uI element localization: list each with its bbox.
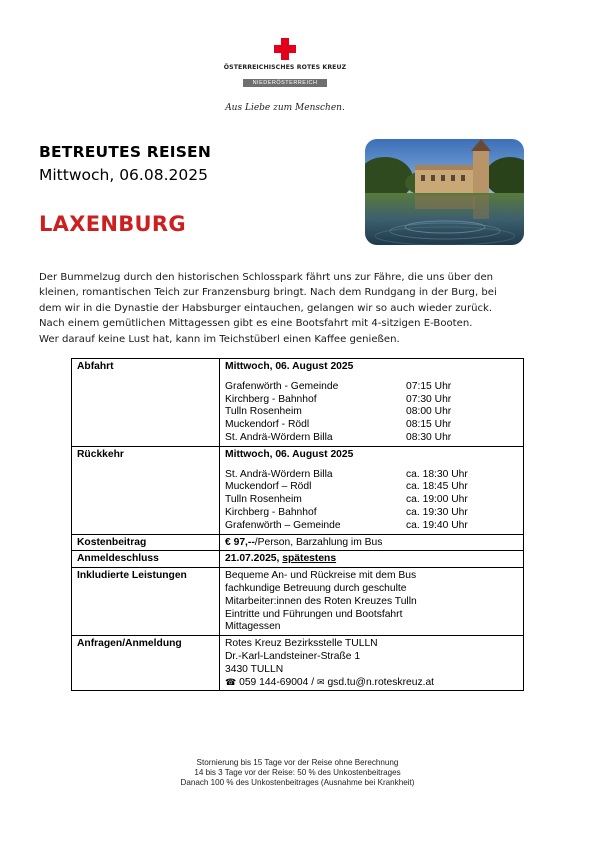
table-row-included: [72, 568, 524, 636]
intro-line: kleinen, romantischen Teich zur Franzensburg bringt. Nach dem Rundgang in der Burg, bei: [39, 287, 497, 299]
included-item: Mittagessen: [225, 621, 281, 633]
return-heading: Mittwoch, 06. August 2025: [225, 448, 354, 460]
included-cell: [220, 568, 524, 636]
contact-cell: [220, 636, 524, 691]
intro-line: dem wir in die Dynastie der Habsburger eintauchen, gelangen wir so auch wieder zurück.: [39, 302, 493, 314]
departure-label: Abfahrt: [72, 359, 220, 447]
cost-details: /Person, Barzahlung im Bus: [254, 536, 383, 548]
stop-row: [225, 481, 518, 494]
stop-time: ca. 18:45 Uhr: [406, 481, 468, 493]
logo: [200, 38, 370, 113]
destination-title: LAXENBURG: [39, 212, 186, 236]
stop-place: Grafenwörth – Gemeinde: [225, 519, 341, 531]
stop-row: [225, 406, 518, 419]
contact-street: Dr.-Karl-Landsteiner-Straße 1: [225, 650, 361, 662]
deadline-emphasis: spätestens: [282, 553, 337, 565]
table-row-contact: [72, 636, 524, 691]
region-badge: NIEDERÖSTERREICH: [243, 79, 328, 87]
departure-cell: [220, 359, 524, 447]
red-cross-icon: [274, 38, 296, 60]
stop-time: 08:00 Uhr: [406, 406, 452, 418]
contact-label: Anfragen/Anmeldung: [72, 636, 220, 691]
contact-org: Rotes Kreuz Bezirksstelle TULLN: [225, 638, 378, 650]
stop-time: 08:30 Uhr: [406, 431, 452, 443]
intro-paragraph: [39, 270, 559, 347]
footer-line: 14 bis 3 Tage vor der Reise: 50 % des Unkostenbeitrages: [194, 768, 401, 778]
stop-row: [225, 381, 518, 394]
slogan: Aus Liebe zum Menschen.: [225, 103, 345, 113]
deadline-label: Anmeldeschluss: [72, 551, 220, 568]
trip-date: Mittwoch, 06.08.2025: [39, 166, 208, 184]
table-row-deadline: [72, 551, 524, 568]
contact-line: [225, 677, 518, 690]
stop-place: Tulln Rosenheim: [225, 406, 302, 418]
stop-row: [225, 520, 518, 533]
intro-line: Nach einem gemütlichen Mittagessen gibt es eine Bootsfahrt mit 4-sitzigen E-Booten.: [39, 318, 473, 330]
contact-city: 3430 TULLN: [225, 663, 284, 675]
footer-line: Stornierung bis 15 Tage vor der Reise ohne Berechnung: [196, 758, 399, 767]
included-item: Bequeme An- und Rückreise mit dem Bus: [225, 570, 417, 582]
table-row-return: [72, 446, 524, 534]
intro-line: Der Bummelzug durch den historischen Schlosspark fährt uns zur Fähre, die uns über den: [39, 272, 494, 283]
stop-place: Kirchberg - Bahnhof: [225, 393, 317, 405]
franzensburg-photo: [365, 139, 524, 245]
deadline-date: 21.07.2025,: [225, 553, 280, 565]
stop-place: Muckendorf – Rödl: [225, 481, 312, 493]
departure-heading: Mittwoch, 06. August 2025: [225, 361, 354, 372]
stop-place: St. Andrä-Wördern Billa: [225, 468, 333, 480]
mail-icon: ✉: [317, 677, 325, 688]
included-item: Eintritte und Führungen und Bootsfahrt: [225, 608, 403, 620]
stop-time: ca. 19:00 Uhr: [406, 494, 468, 506]
table-row-departure: [72, 359, 524, 447]
contact-phone[interactable]: 059 144-69004: [239, 676, 309, 688]
cost-label: Kostenbeitrag: [72, 534, 220, 551]
included-item: fachkundige Betreuung durch geschulte: [225, 582, 407, 594]
stop-time: ca. 19:30 Uhr: [406, 506, 468, 518]
stop-row: [225, 432, 518, 445]
stop-place: Kirchberg - Bahnhof: [225, 506, 317, 518]
return-stops: [225, 469, 518, 533]
stop-place: St. Andrä-Wördern Billa: [225, 431, 333, 443]
cancellation-footer: [0, 758, 595, 789]
page-title: BETREUTES REISEN: [39, 143, 212, 161]
cost-amount: € 97,--: [225, 536, 255, 548]
cost-cell: [220, 534, 524, 551]
stop-place: Grafenwörth - Gemeinde: [225, 380, 339, 392]
stop-row: [225, 494, 518, 507]
stop-time: 07:30 Uhr: [406, 393, 452, 405]
contact-email[interactable]: gsd.tu@n.roteskreuz.at: [327, 676, 435, 688]
deadline-cell: [220, 551, 524, 568]
org-name: ÖSTERREICHISCHES ROTES KREUZ: [223, 64, 347, 71]
stop-time: ca. 18:30 Uhr: [406, 468, 468, 480]
included-item: Mitarbeiter:innen des Roten Kreuzes Tulln: [225, 595, 417, 607]
stop-place: Tulln Rosenheim: [225, 494, 302, 506]
stop-time: ca. 19:40 Uhr: [406, 519, 468, 531]
stop-row: [225, 419, 518, 432]
trip-info-table: [71, 358, 524, 691]
stop-row: [225, 507, 518, 520]
intro-line: Wer darauf keine Lust hat, kann im Teichstüberl einen Kaffee genießen.: [39, 333, 400, 345]
stop-time: 08:15 Uhr: [406, 419, 452, 431]
return-cell: [220, 446, 524, 534]
stop-row: [225, 394, 518, 407]
stop-place: Muckendorf - Rödl: [225, 419, 310, 431]
departure-stops: [225, 381, 518, 445]
stop-time: 07:15 Uhr: [406, 380, 452, 392]
contact-separator: /: [311, 676, 315, 688]
phone-icon: ☎: [225, 677, 237, 688]
included-label: Inkludierte Leistungen: [72, 568, 220, 636]
stop-row: [225, 469, 518, 482]
return-label: Rückkehr: [72, 446, 220, 534]
footer-line: Danach 100 % des Unkostenbeitrages (Ausnahme bei Krankheit): [180, 778, 415, 788]
table-row-cost: [72, 534, 524, 551]
